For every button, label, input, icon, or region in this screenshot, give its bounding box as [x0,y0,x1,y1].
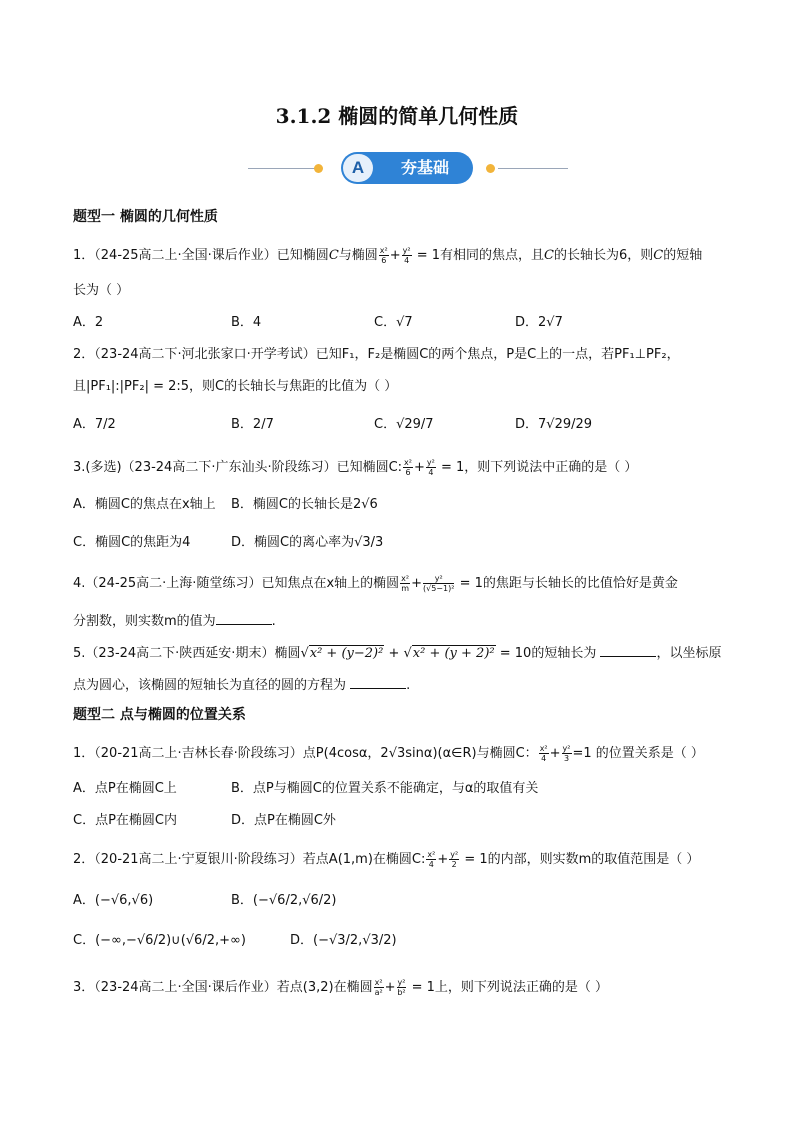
answer-blank [600,644,656,657]
var-c: C [544,248,554,263]
frac-y2-sqrt5: $\frac{\text{y²}}{\text{(√5−1)²}}$ [423,574,455,593]
sqrt-expr-2: x² + (y + 2)² [412,646,495,661]
q1-text-d: 的长轴长为6，则 [554,248,654,263]
s2q3-text-a: 3．（23-24高二上·全国·课后作业）若点(3,2)在椭圆 [73,980,373,995]
question-1-4: 4.（24-25高二·上海·随堂练习）已知焦点在x轴上的椭圆 $\frac{\text{x²}}{m}$ + $\frac{\text{y²}}{\text{(√5−1)²}}$ = 1的焦距与长轴长的比值恰好是黄金 [73,574,678,593]
q1-text-e: 的短轴 [663,248,703,263]
option-a: A．点P在椭圆C上 [73,781,177,796]
var-c: C [328,248,339,263]
s2q2-text-b: 的内部，则实数m的取值范围是（ ） [487,852,700,867]
option-d: D．(−√3/2,√3/2) [290,933,397,948]
q1-text-c: 有相同的焦点，且 [440,248,545,263]
frac-y2-3: $\frac{\text{y²}}{3}$ [562,744,571,763]
s2q2-text-a: 2．（20-21高二上·宁夏银川·阶段练习）若点A(1,m)在椭圆C: [73,852,426,867]
sqrt-expr-1: x² + (y−2)² [309,646,384,661]
banner-right-dot [486,164,495,173]
option-c: C．√29/7 [374,417,434,432]
option-d: D．7√29/29 [515,417,593,432]
frac-x2-4: $\frac{\text{x²}}{4}$ [427,850,436,869]
option-c: C．椭圆C的焦距为4 [73,535,191,550]
q5-text-e: . [406,678,411,693]
banner-right-line [498,168,568,169]
frac-x2-6: $\frac{\text{x²}}{6}$ [379,246,388,265]
option-a: A．(−√6,√6) [73,893,154,908]
q4-text-d: . [271,614,276,629]
q1-text-f: 长为（ ） [73,283,130,298]
option-b: B．(−√6/2,√6/2) [231,893,337,908]
section-banner [0,150,794,186]
question-1-3: 3.(多选)（23-24高二下·广东汕头·阶段练习）已知椭圆C: $\frac{\text{x²}}{6}$ + $\frac{\text{y²}}{4}$ = 1，则下列说法中正确的是（ ） [73,458,638,477]
q3-text-b: ，则下列说法中正确的是（ ） [464,460,638,475]
option-c: C．√7 [374,315,413,330]
q1-text-b: 与椭圆 [338,248,378,263]
answer-blank [350,676,406,689]
q3-text-a: 3.(多选)（23-24高二下·广东汕头·阶段练习）已知椭圆C: [73,460,403,475]
question-2-3: 3．（23-24高二上·全国·课后作业）若点(3,2)在椭圆 $\frac{\text{x²}}{\text{a²}}$ + $\frac{\text{y²}}{\text{b²}}$ = 1上，则下列说法正确的是（ ） [73,978,609,997]
option-d: D．2√7 [515,315,563,330]
question-1-2: 2．（23-24高二下·河北张家口·开学考试）已知F₁，F₂是椭圆C的两个焦点，P是C上的一点，若PF₁⊥PF₂， [73,347,680,362]
q4-text-a: 4.（24-25高二·上海·随堂练习）已知焦点在x轴上的椭圆 [73,576,400,591]
page-title: 3.1.2 椭圆的简单几何性质 [275,104,519,128]
option-d: D．点P在椭圆C外 [231,813,336,828]
frac-x2-m: $\frac{\text{x²}}{m}$ [401,574,410,593]
option-a: A．7/2 [73,417,116,432]
s2q1-text-b: 的位置关系是（ ） [595,746,704,761]
frac-y2-2: $\frac{\text{y²}}{2}$ [450,850,459,869]
question-1-5: 5.（23-24高二下·陕西延安·期末）椭圆√x² + (y−2)² + √x² + (y + 2)² = 10的短轴长为 ，以坐标原 [73,646,722,661]
option-b: B．点P与椭圆C的位置关系不能确定，与α的取值有关 [231,781,539,796]
option-a: A．椭圆C的焦点在x轴上 [73,497,216,512]
option-b: B．椭圆C的长轴长是2√6 [231,497,378,512]
q4-text-b: 的焦距与长轴长的比值恰好是黄金 [482,576,678,591]
question-1-5-line2 [73,676,410,695]
section-heading-2: 题型二 点与椭圆的位置关系 [73,707,246,723]
s2q1-text-a: 1．（20-21高二上·吉林长春·阶段练习）点P(4cosα，2√3sinα)(α∈R)与椭圆C： [73,746,538,761]
question-1-2-line2: 且|PF₁|:|PF₂| = 2:5，则C的长轴长与焦距的比值为（ ） [73,379,398,394]
frac-x2-6: $\frac{\text{x²}}{6}$ [404,458,412,477]
banner-letter: A [343,154,373,182]
frac-x2-4: $\frac{\text{x²}}{4}$ [539,744,548,763]
banner-text: 夯基础 [400,158,449,177]
option-d: D．椭圆C的离心率为√3/3 [231,535,384,550]
q1-text-a: 1．（24-25高二上·全国·课后作业）已知椭圆 [73,248,329,263]
banner-left-dot [314,164,323,173]
q5-text-b: 的短轴长为 [531,646,597,661]
question-2-1: 1．（20-21高二上·吉林长春·阶段练习）点P(4cosα，2√3sinα)(α∈R)与椭圆C： $\frac{\text{x²}}{4}$ + $\frac{\text{y²}}{3}$ =1 的位置关系是（ ） [73,744,704,763]
s2q3-text-b: 上，则下列说法正确的是（ ） [434,980,609,995]
frac-y2-4: $\frac{\text{y²}}{4}$ [402,246,411,265]
frac-y2-4: $\frac{\text{y²}}{4}$ [426,458,435,477]
banner-left-line [248,168,318,169]
q4-text-c: 分割数，则实数m的值为 [73,614,216,629]
option-c: C．(−∞,−√6/2)∪(√6/2,+∞) [73,933,246,948]
frac-x2-a2: $\frac{\text{x²}}{\text{a²}}$ [374,978,383,997]
option-c: C．点P在椭圆C内 [73,813,177,828]
option-b: B．2/7 [231,417,274,432]
q5-text-a: 5.（23-24高二下·陕西延安·期末）椭圆 [73,646,301,661]
question-2-2: 2．（20-21高二上·宁夏银川·阶段练习）若点A(1,m)在椭圆C: $\frac{\text{x²}}{4}$ + $\frac{\text{y²}}{2}$ = 1的内部，则实数m的取值范围是（ ） [73,850,700,869]
q5-text-d: 点为圆心，该椭圆的短轴长为直径的圆的方程为 [73,678,347,693]
question-1-1: 1．（24-25高二上·全国·课后作业）已知椭圆C与椭圆 $\frac{\text{x²}}{6}$ + $\frac{\text{y²}}{4}$ = 1有相同的焦点，且C的长轴长为6，则C的短轴 [73,246,703,265]
option-b: B．4 [231,315,262,330]
frac-y2-b2: $\frac{\text{y²}}{\text{b²}}$ [397,978,406,997]
option-a: A．2 [73,315,104,330]
question-1-4-line2 [73,612,276,631]
var-c: C [653,248,664,263]
q5-text-c: ，以坐标原 [656,646,722,661]
section-heading-1: 题型一 椭圆的几何性质 [73,209,218,225]
answer-blank [216,612,272,625]
